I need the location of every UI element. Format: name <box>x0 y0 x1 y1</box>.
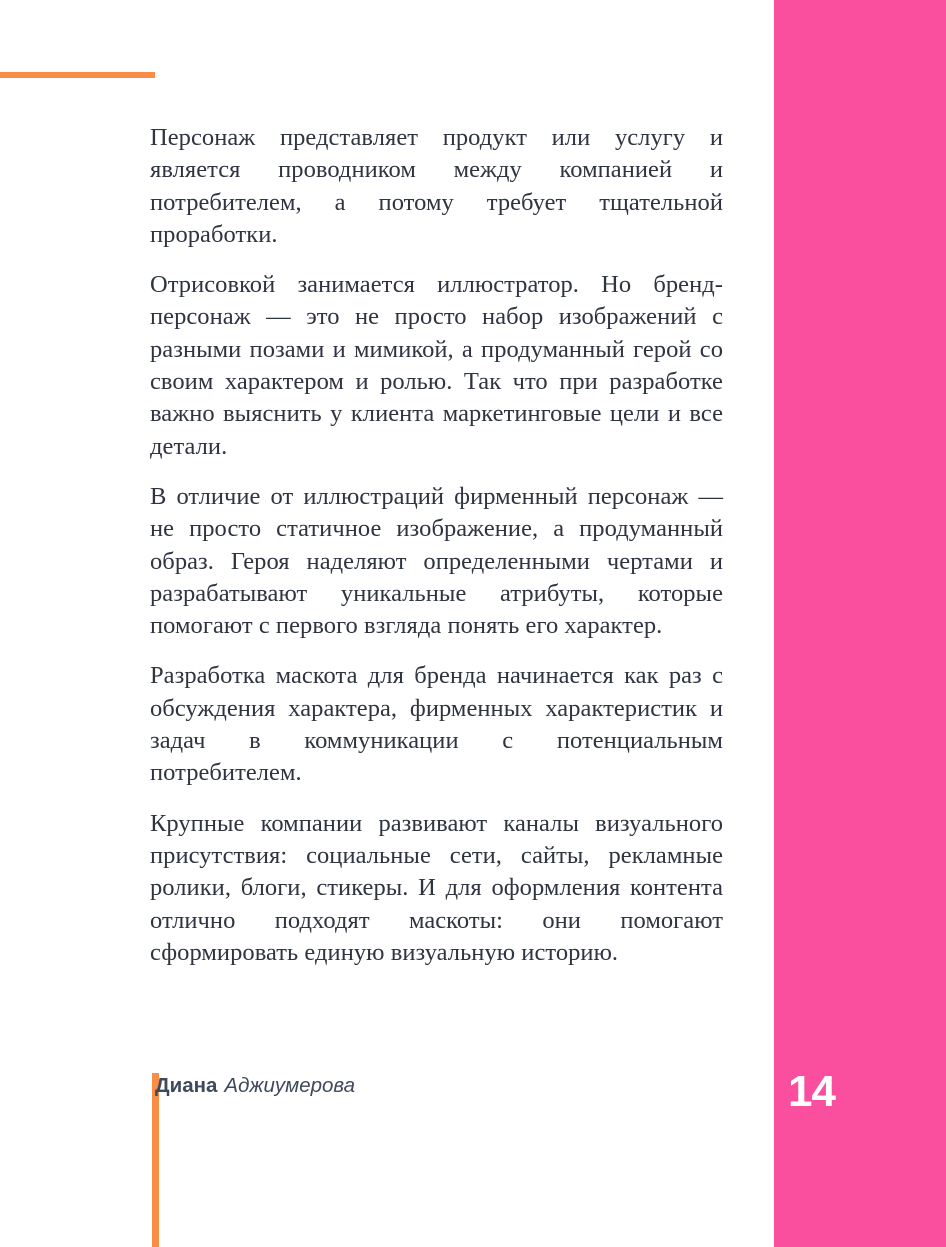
body-paragraph: Разработка маскота для бренда начинается как раз с обсуждения характера, фирменных характеристик и задач в коммуникации с потенциальным потребителем. <box>150 662 723 787</box>
page-number: 14 <box>788 1067 835 1116</box>
author-first-name: Диана <box>155 1074 218 1097</box>
body-text-column <box>150 122 723 969</box>
body-paragraph: Персонаж представляет продукт или услугу и является проводником между компанией и потребителем, а потому требует тщательной проработки. <box>150 124 723 248</box>
top-orange-rule <box>0 72 155 78</box>
body-paragraph: В отличие от иллюстраций фирменный персонаж — не просто статичное изображение, а продуманный образ. Героя наделяют определенными чертами и разрабатывают уникальные атрибуты, которые помогают с первого взгляда понять его характер. <box>150 482 723 640</box>
body-paragraph: Отрисовкой занимается иллюстратор. Но бренд-персонаж — это не просто набор изображений с разными позами и мимикой, а продуманный герой со своим характером и ролью. Так что при разработке важно выяснить у клиента маркетинговые цели и все детали. <box>150 271 723 460</box>
author-credit <box>155 1072 355 1100</box>
author-last-name: Аджиумерова <box>224 1074 356 1097</box>
right-pink-band <box>774 0 946 1247</box>
body-paragraph: Крупные компании развивают каналы визуального присутствия: социальные сети, сайты, рекламные ролики, блоги, стикеры. И для оформления контента отлично подходят маскоты: они помогают сформировать единую визуальную историю. <box>150 809 723 966</box>
